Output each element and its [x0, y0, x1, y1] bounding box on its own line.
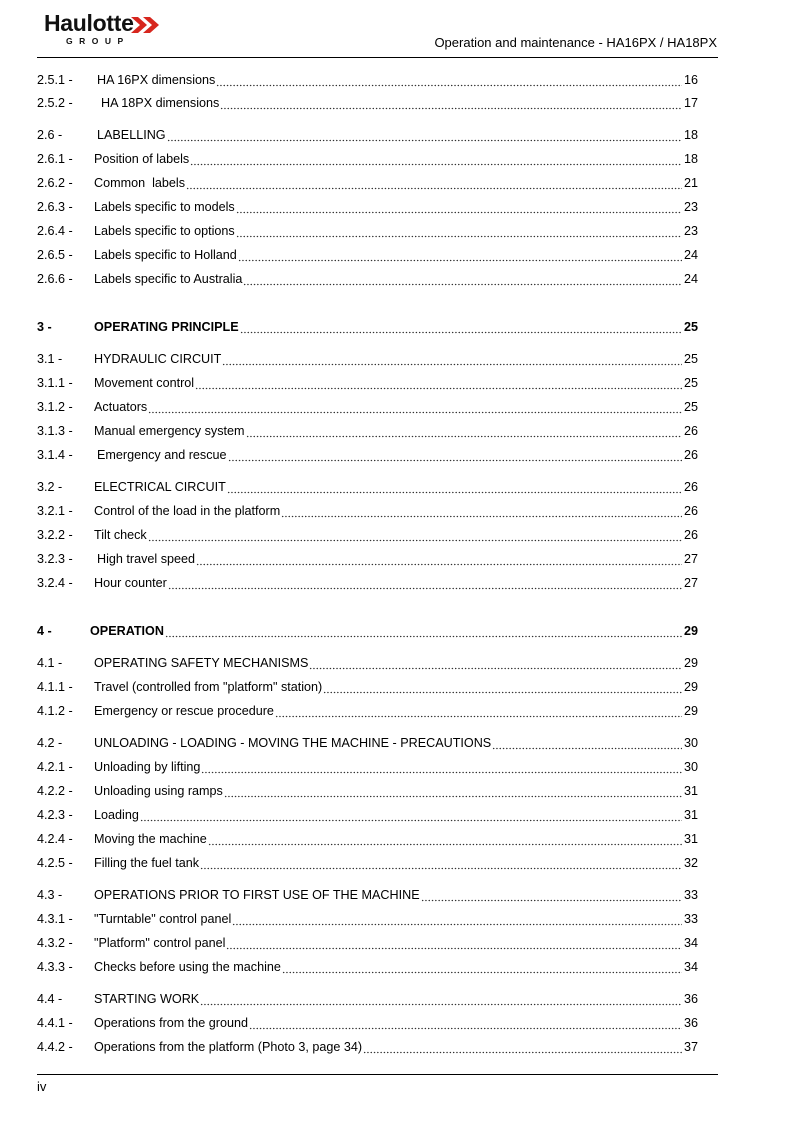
toc-leader: [492, 734, 682, 752]
toc-number: 4.1.2 -: [37, 704, 73, 718]
toc-entry[interactable]: [37, 1038, 698, 1056]
toc-page: 29: [683, 704, 698, 718]
toc-number: 3.2.3 -: [37, 552, 73, 566]
toc-page: 16: [683, 73, 698, 87]
toc-leader: [186, 174, 682, 192]
page-number: iv: [37, 1079, 47, 1094]
toc-number: 2.5.2 -: [37, 96, 73, 110]
toc-entry[interactable]: [37, 550, 698, 568]
toc-leader: [168, 574, 682, 592]
toc-page: 27: [683, 576, 698, 590]
toc-title: Loading: [94, 808, 139, 822]
logo-chevrons-icon: [131, 16, 171, 34]
toc-leader: [238, 246, 682, 264]
document-title: Operation and maintenance - HA16PX / HA18PX: [434, 35, 717, 50]
toc-title: Control of the load in the platform: [94, 504, 281, 518]
toc-page: 29: [683, 656, 698, 670]
toc-number: 3.1 -: [37, 352, 63, 366]
toc-title: OPERATION: [90, 624, 164, 638]
toc-page: 18: [683, 128, 698, 142]
toc-leader: [363, 1038, 682, 1056]
toc-page: 18: [683, 152, 698, 166]
toc-page: 17: [683, 96, 698, 110]
toc-title: OPERATIONS PRIOR TO FIRST USE OF THE MACHINE: [94, 888, 420, 902]
toc-number: 4.4 -: [37, 992, 63, 1006]
toc-entry[interactable]: [37, 246, 698, 264]
toc-number: 2.6.2 -: [37, 176, 73, 190]
toc-entry[interactable]: [37, 198, 698, 216]
toc-number: 3.2.4 -: [37, 576, 73, 590]
toc-leader: [148, 526, 682, 544]
toc-entry[interactable]: [37, 702, 698, 720]
toc-leader: [282, 958, 682, 976]
toc-number: 4.4.2 -: [37, 1040, 73, 1054]
toc-page: 33: [683, 888, 698, 902]
toc-number: 4.3.2 -: [37, 936, 73, 950]
toc-title: High travel speed: [97, 552, 196, 566]
toc-chapter-entry[interactable]: [37, 318, 698, 336]
toc-title: "Platform" control panel: [94, 936, 226, 950]
toc-leader: [246, 422, 682, 440]
toc-number: 3.1.4 -: [37, 448, 73, 462]
toc-number: 2.6.3 -: [37, 200, 73, 214]
toc-page: 26: [683, 424, 698, 438]
toc-number: 3 -: [37, 320, 52, 334]
toc-title: Labels specific to Holland: [94, 248, 237, 262]
toc-number: 3.2.2 -: [37, 528, 73, 542]
toc-page: 26: [683, 528, 698, 542]
toc-entry[interactable]: [37, 422, 698, 440]
toc-title: Actuators: [94, 400, 148, 414]
toc-leader: [165, 622, 682, 640]
toc-title: Unloading using ramps: [94, 784, 223, 798]
toc-title: Tilt check: [94, 528, 147, 542]
toc-entry[interactable]: [37, 854, 698, 872]
toc-entry[interactable]: [37, 350, 698, 368]
toc-title: Labels specific to Australia: [94, 272, 243, 286]
toc-leader: [216, 71, 682, 89]
toc-title: Common labels: [94, 176, 185, 190]
logo-group-text: GROUP: [66, 36, 130, 46]
toc-leader: [227, 478, 682, 496]
toc-entry[interactable]: [37, 478, 698, 496]
toc-title: ELECTRICAL CIRCUIT: [94, 480, 226, 494]
toc-title: HA 16PX dimensions: [97, 73, 216, 87]
toc-entry[interactable]: [37, 886, 698, 904]
toc-number: 4.3 -: [37, 888, 63, 902]
logo-wordmark: Haulotte: [44, 10, 134, 36]
toc-number: 4 -: [37, 624, 52, 638]
toc-page: 32: [683, 856, 698, 870]
toc-title: OPERATING SAFETY MECHANISMS: [94, 656, 309, 670]
toc-page: 34: [683, 936, 698, 950]
toc-number: 4.1 -: [37, 656, 63, 670]
toc-page: 23: [683, 224, 698, 238]
toc-leader: [208, 830, 682, 848]
toc-entry[interactable]: [37, 446, 698, 464]
toc-entry[interactable]: [37, 910, 698, 928]
toc-title: Unloading by lifting: [94, 760, 201, 774]
toc-title: STARTING WORK: [94, 992, 200, 1006]
toc-page: 34: [683, 960, 698, 974]
toc-leader: [196, 550, 682, 568]
toc-number: 3.1.3 -: [37, 424, 73, 438]
toc-title: Manual emergency system: [94, 424, 245, 438]
toc-title: Hour counter: [94, 576, 167, 590]
toc-page: 25: [683, 352, 698, 366]
toc-leader: [222, 350, 682, 368]
toc-title: Checks before using the machine: [94, 960, 281, 974]
toc-entry[interactable]: [37, 758, 698, 776]
toc-entry[interactable]: [37, 806, 698, 824]
toc-leader: [195, 374, 682, 392]
toc-title: Travel (controlled from "platform" station): [94, 680, 323, 694]
toc-title: HYDRAULIC CIRCUIT: [94, 352, 222, 366]
toc-entry[interactable]: [37, 398, 698, 416]
toc-page: 36: [683, 1016, 698, 1030]
toc-entry[interactable]: [37, 126, 698, 144]
toc-title: Labels specific to options: [94, 224, 235, 238]
toc-leader: [236, 198, 682, 216]
toc-page: 24: [683, 272, 698, 286]
toc-entry[interactable]: [37, 150, 698, 168]
toc-page: 25: [683, 320, 698, 334]
toc-title: Emergency and rescue: [97, 448, 227, 462]
toc-leader: [148, 398, 682, 416]
toc-page: 33: [683, 912, 698, 926]
toc-entry[interactable]: [37, 1014, 698, 1032]
toc-leader: [240, 318, 682, 336]
toc-entry[interactable]: [37, 270, 698, 288]
toc-number: 3.1.1 -: [37, 376, 73, 390]
toc-entry[interactable]: [37, 222, 698, 240]
toc-number: 4.2.5 -: [37, 856, 73, 870]
toc-leader: [200, 854, 682, 872]
toc-leader: [249, 1014, 682, 1032]
toc-entry[interactable]: [37, 678, 698, 696]
header-rule: [37, 57, 718, 58]
toc-title: Operations from the ground: [94, 1016, 249, 1030]
toc-page: 30: [683, 736, 698, 750]
toc-number: 2.6.6 -: [37, 272, 73, 286]
toc-number: 4.2.3 -: [37, 808, 73, 822]
toc-title: Movement control: [94, 376, 195, 390]
toc-page: 25: [683, 376, 698, 390]
toc-entry[interactable]: [37, 71, 698, 89]
toc-number: 4.2.4 -: [37, 832, 73, 846]
toc-leader: [140, 806, 682, 824]
toc-page: 31: [683, 832, 698, 846]
toc-leader: [243, 270, 682, 288]
toc-leader: [421, 886, 682, 904]
toc-number: 2.6.5 -: [37, 248, 73, 262]
toc-number: 2.6.4 -: [37, 224, 73, 238]
toc-entry[interactable]: [37, 174, 698, 192]
toc-page: 21: [683, 176, 698, 190]
toc-leader: [220, 94, 682, 112]
footer-rule: [37, 1074, 718, 1075]
toc-number: 2.6.1 -: [37, 152, 73, 166]
toc-number: 4.2 -: [37, 736, 63, 750]
toc-title: OPERATING PRINCIPLE: [94, 320, 239, 334]
toc-number: 3.1.2 -: [37, 400, 73, 414]
toc-entry[interactable]: [37, 958, 698, 976]
toc-entry[interactable]: [37, 374, 698, 392]
toc-number: 4.2.2 -: [37, 784, 73, 798]
toc-leader: [224, 782, 682, 800]
toc-page: 36: [683, 992, 698, 1006]
toc-entry[interactable]: [37, 654, 698, 672]
toc-entry[interactable]: [37, 734, 698, 752]
toc-page: 37: [683, 1040, 698, 1054]
toc-page: 29: [683, 624, 698, 638]
toc-title: UNLOADING - LOADING - MOVING THE MACHINE - PRECAUTIONS: [94, 736, 492, 750]
toc-title: Emergency or rescue procedure: [94, 704, 274, 718]
toc-page: 27: [683, 552, 698, 566]
toc-leader: [201, 758, 682, 776]
toc-entry[interactable]: [37, 94, 698, 112]
toc-leader: [200, 990, 682, 1008]
toc-chapter-entry[interactable]: [37, 622, 698, 640]
toc-entry[interactable]: [37, 526, 698, 544]
toc-leader: [281, 502, 682, 520]
toc-number: 4.4.1 -: [37, 1016, 73, 1030]
toc-leader: [236, 222, 682, 240]
toc-entry[interactable]: [37, 830, 698, 848]
toc-number: 3.2.1 -: [37, 504, 73, 518]
toc-page: 30: [683, 760, 698, 774]
toc-title: Moving the machine: [94, 832, 207, 846]
toc-title: "Turntable" control panel: [94, 912, 232, 926]
toc-entry[interactable]: [37, 574, 698, 592]
toc-title: Filling the fuel tank: [94, 856, 200, 870]
toc-leader: [228, 446, 682, 464]
toc-leader: [190, 150, 682, 168]
toc-leader: [275, 702, 682, 720]
toc-number: 3.2 -: [37, 480, 63, 494]
toc-page: 31: [683, 808, 698, 822]
haulotte-logo: [44, 10, 134, 46]
toc-page: 29: [683, 680, 698, 694]
toc-title: HA 18PX dimensions: [101, 96, 220, 110]
toc-leader: [323, 678, 682, 696]
toc-title: Labels specific to models: [94, 200, 235, 214]
toc-number: 4.1.1 -: [37, 680, 73, 694]
toc-title: Position of labels: [94, 152, 190, 166]
toc-page: 25: [683, 400, 698, 414]
toc-leader: [309, 654, 682, 672]
toc-leader: [226, 934, 682, 952]
toc-number: 4.3.3 -: [37, 960, 73, 974]
toc-page: 26: [683, 504, 698, 518]
toc-title: Operations from the platform (Photo 3, page 34): [94, 1040, 363, 1054]
toc-title: LABELLING: [97, 128, 166, 142]
toc-entry[interactable]: [37, 782, 698, 800]
toc-leader: [167, 126, 682, 144]
toc-number: 4.3.1 -: [37, 912, 73, 926]
toc-entry[interactable]: [37, 990, 698, 1008]
toc-page: 31: [683, 784, 698, 798]
toc-number: 4.2.1 -: [37, 760, 73, 774]
toc-leader: [232, 910, 682, 928]
toc-number: 2.6 -: [37, 128, 63, 142]
toc-entry[interactable]: [37, 934, 698, 952]
toc-page: 24: [683, 248, 698, 262]
toc-entry[interactable]: [37, 502, 698, 520]
toc-page: 23: [683, 200, 698, 214]
toc-page: 26: [683, 480, 698, 494]
toc-number: 2.5.1 -: [37, 73, 73, 87]
toc-page: 26: [683, 448, 698, 462]
